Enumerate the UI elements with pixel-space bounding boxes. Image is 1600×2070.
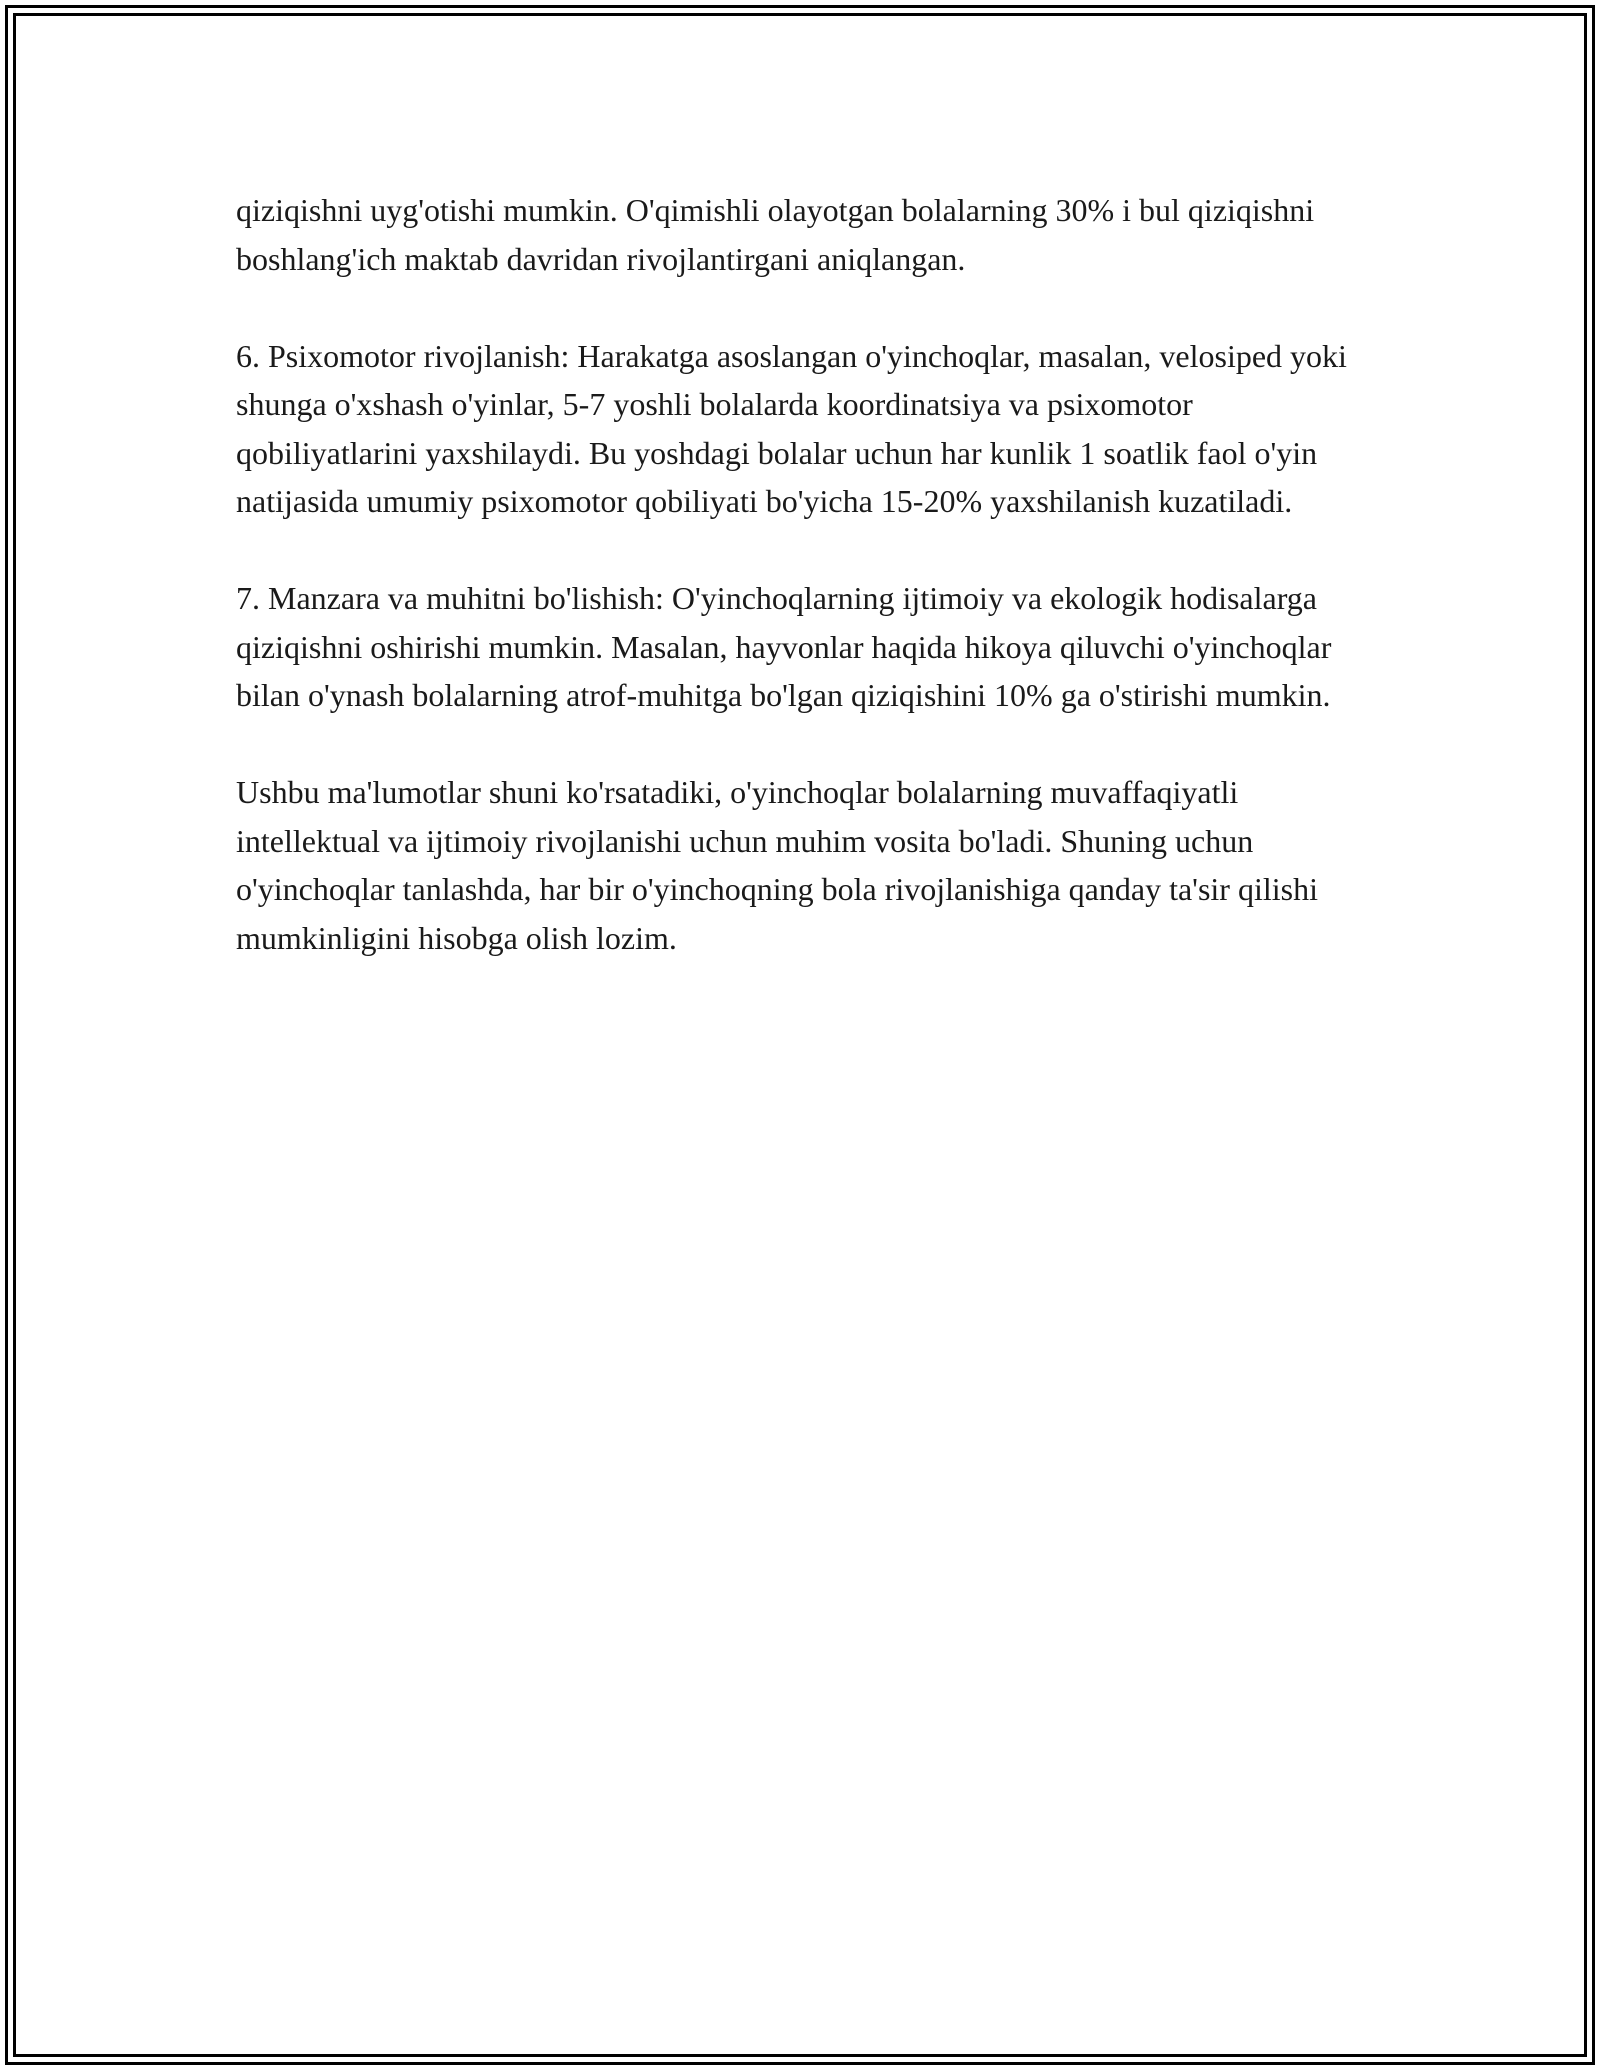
paragraph-environment-sharing: 7. Manzara va muhitni bo'lishish: O'yinchoqlarning ijtimoiy va ekologik hodisalarga qiziqishni oshirishi mumkin. Masalan, hayvonlar haqida hikoya qiluvchi o'yinchoqlar bilan o'ynash bolalarning atrof-muhitga bo'lgan qiziqishini 10% ga o'stirishi mumkin.	[236, 580, 1332, 713]
paragraph-continuation: qiziqishni uyg'otishi mumkin. O'qimishli olayotgan bolalarning 30% i bul qiziqishni boshlang'ich maktab davridan rivojlantirgani aniqlangan.	[236, 192, 1315, 277]
document-body	[236, 186, 1366, 1011]
paragraph-conclusion: Ushbu ma'lumotlar shuni ko'rsatadiki, o'yinchoqlar bolalarning muvaffaqiyatli intellektual va ijtimoiy rivojlanishi uchun muhim vosita bo'ladi. Shuning uchun o'yinchoqlar tanlashda, har bir o'yinchoqning bola rivojlanishiga qanday ta'sir qilishi mumkinligini hisobga olish lozim.	[236, 774, 1318, 956]
paragraph-psychomotor-development: 6. Psixomotor rivojlanish: Harakatga asoslangan o'yinchoqlar, masalan, velosiped yoki shunga o'xshash o'yinlar, 5-7 yoshli bolalarda koordinatsiya va psixomotor qobiliyatlarini yaxshilaydi. Bu yoshdagi bolalar uchun har kunlik 1 soatlik faol o'yin natijasida umumiy psixomotor qobiliyati bo'yicha 15-20% yaxshilanish kuzatiladi.	[236, 337, 1347, 519]
